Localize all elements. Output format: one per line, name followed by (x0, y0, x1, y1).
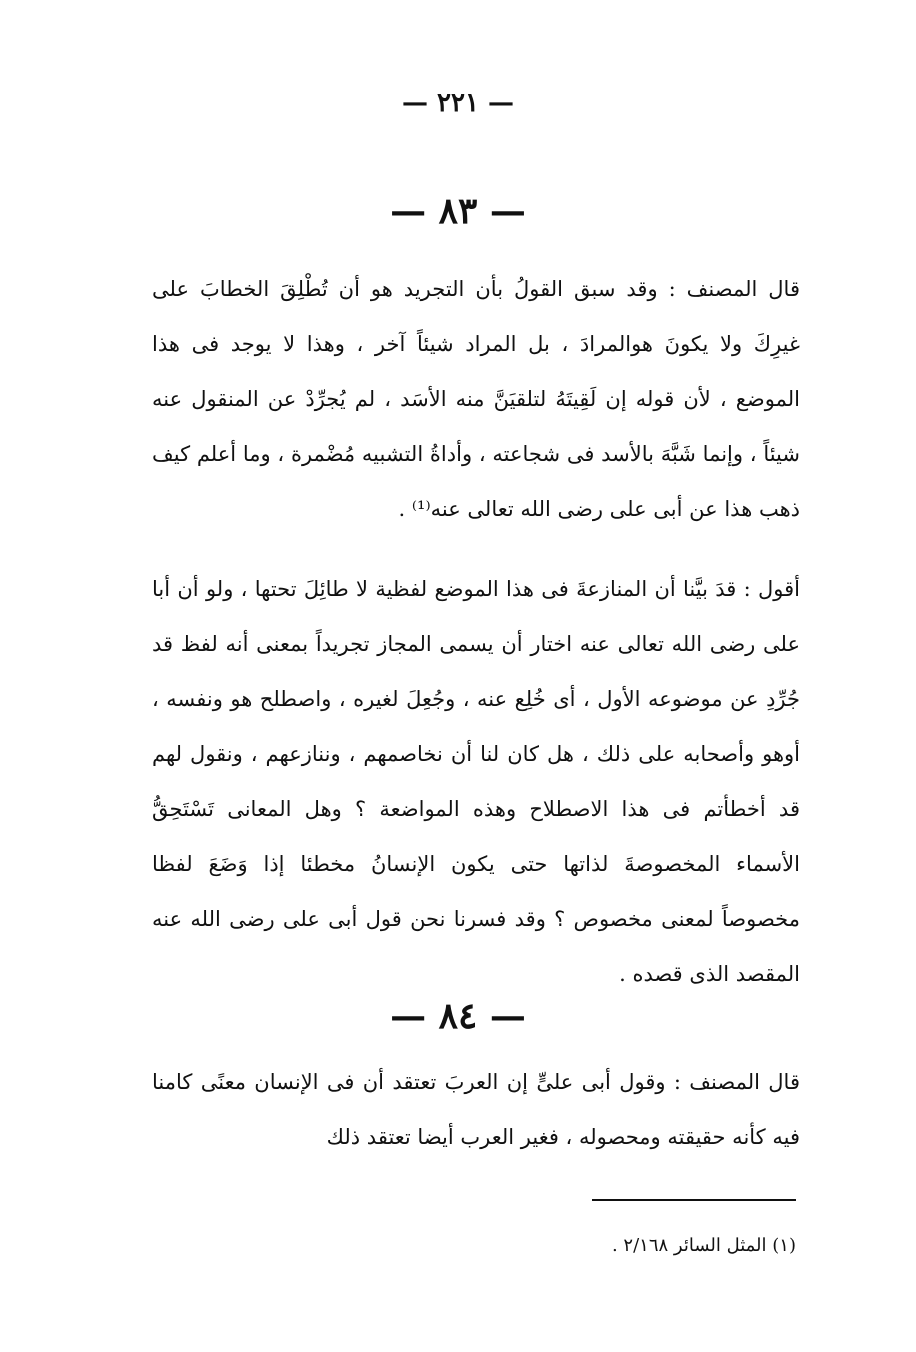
paragraph: قال المصنف : وقد سبق القولُ بأن التجريد هو أن تُطْلِقَ الخطابَ على غيرِكَ ولا يكونَ هوالمرادَ ، بل المراد شيئاً آخر ، وهذا لا يوجد فى هذا الموضع ، لأن قوله إن لَقِيتَهُ لتلقيَنَّ منه الأسَد ، لم يُجرِّدْ عن المنقول عنه شيئاً ، وإنما شَبَّهَ بالأسد فى شجاعته ، وأداةُ التشبيه مُضْمرة ، وما أعلم كيف ذهب هذا عن أبى على رضى الله تعالى عنه⁽¹⁾ . (152, 277, 800, 521)
section-number-84: — ٨٤ — (390, 995, 526, 1037)
footnote-divider (592, 1199, 796, 1201)
section-number-83: — ٨٣ — (390, 190, 526, 232)
paragraph: أقول : قدَ بيَّنا أن المنازعةَ فى هذا الموضع لفظية لا طائِلَ تحتها ، ولو أن أبا على رضى الله تعالى عنه اختار أن يسمى المجاز تجريداً بمعنى أنه لفظ قد جُرِّدِ عن موضوعه الأول ، أى خُلِع عنه ، وجُعِلَ لغيره ، واصطلح هو ونفسه ، أوهو وأصحابه على ذلك ، هل كان لنا أن نخاصمهم ، وننازعهم ، ونقول لهم قد أخطأتم فى هذا الاصطلاح وهذه المواضعة ؟ وهل المعانى تَسْتَحِقُّ الأسماء المخصوصةَ لذاتها حتى يكون الإنسانُ مخطئا إذا وَضَعَ لفظا مخصوصاً لمعنى مخصوص ؟ وقد فسرنا نحن قول أبى على رضى الله عنه المقصد الذى قصده . (152, 577, 800, 986)
paragraph: قال المصنف : وقول أبى علىٍّ إن العربَ تعتقد أن فى الإنسان معنًى كامنا فيه كأنه حقيقته ومحصوله ، فغير العرب أيضا تعتقد ذلك (152, 1070, 800, 1149)
page-number: — ٢٢١ — (401, 88, 515, 118)
footnote: (١) المثل السائر ٢/١٦٨ . (611, 1235, 796, 1256)
